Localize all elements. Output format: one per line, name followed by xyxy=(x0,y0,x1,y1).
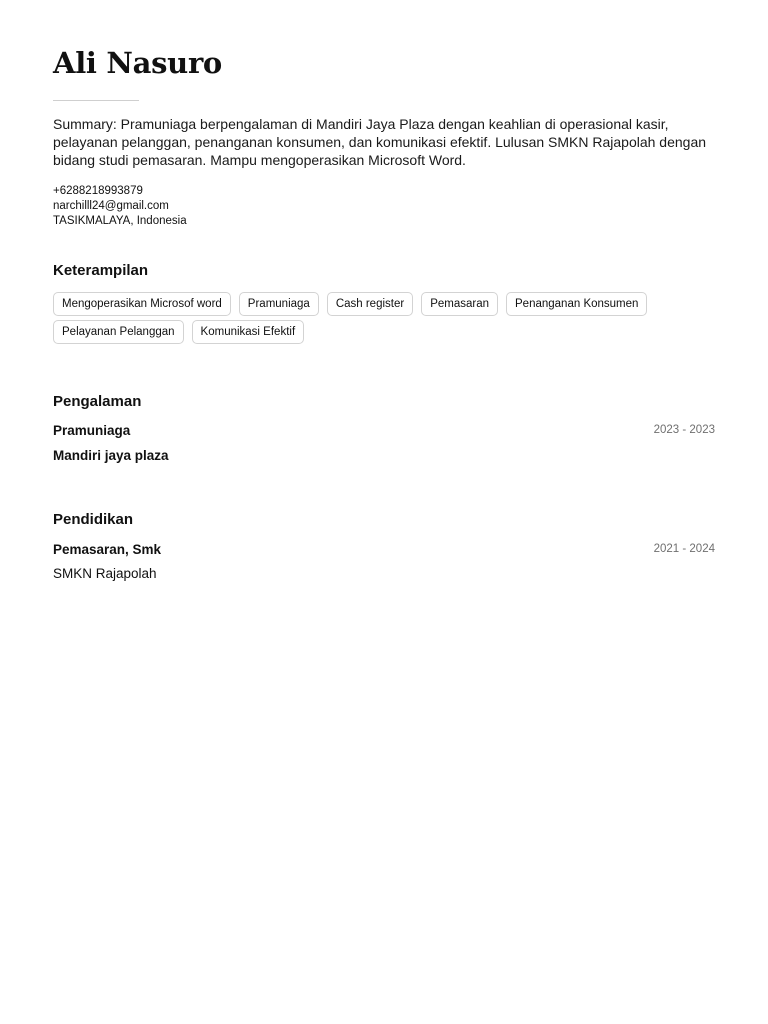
contact-block xyxy=(53,184,187,229)
experience-role: Pramuniaga xyxy=(53,423,131,438)
skill-chip: Pramuniaga xyxy=(239,292,319,316)
education-degree: Pemasaran, Smk xyxy=(53,542,162,557)
education-school: SMKN Rajapolah xyxy=(53,566,157,581)
skill-chip: Penanganan Konsumen xyxy=(506,292,647,316)
candidate-name: Ali Nasuro xyxy=(53,46,222,80)
contact-email: narchilll24@gmail.com xyxy=(53,200,169,212)
experience-dates: 2023 - 2023 xyxy=(653,424,715,436)
title-divider xyxy=(53,100,139,101)
skill-chip: Cash register xyxy=(327,292,413,316)
experience-heading: Pengalaman xyxy=(53,393,142,410)
skills-heading: Keterampilan xyxy=(53,262,149,279)
contact-phone: +6288218993879 xyxy=(53,185,143,197)
education-dates: 2021 - 2024 xyxy=(653,543,715,555)
summary-text: Summary: Pramuniaga berpengalaman di Mandiri Jaya Plaza dengan keahlian di operasional kasir, pelayanan pelanggan, penanganan konsumen, dan komunikasi efektif. Lulusan SMKN Rajapolah dengan bidang studi pemasaran. Mampu mengoperasikan Microsoft Word. xyxy=(53,116,707,168)
skills-list xyxy=(53,292,715,348)
skill-chip: Pelayanan Pelanggan xyxy=(53,320,184,344)
skills-row xyxy=(53,292,715,316)
skill-chip: Komunikasi Efektif xyxy=(192,320,305,344)
contact-location: TASIKMALAYA, Indonesia xyxy=(53,215,187,227)
skills-row xyxy=(53,320,715,344)
experience-company: Mandiri jaya plaza xyxy=(53,448,169,463)
skill-chip: Pemasaran xyxy=(421,292,498,316)
skill-chip: Mengoperasikan Microsof word xyxy=(53,292,231,316)
education-heading: Pendidikan xyxy=(53,511,134,528)
